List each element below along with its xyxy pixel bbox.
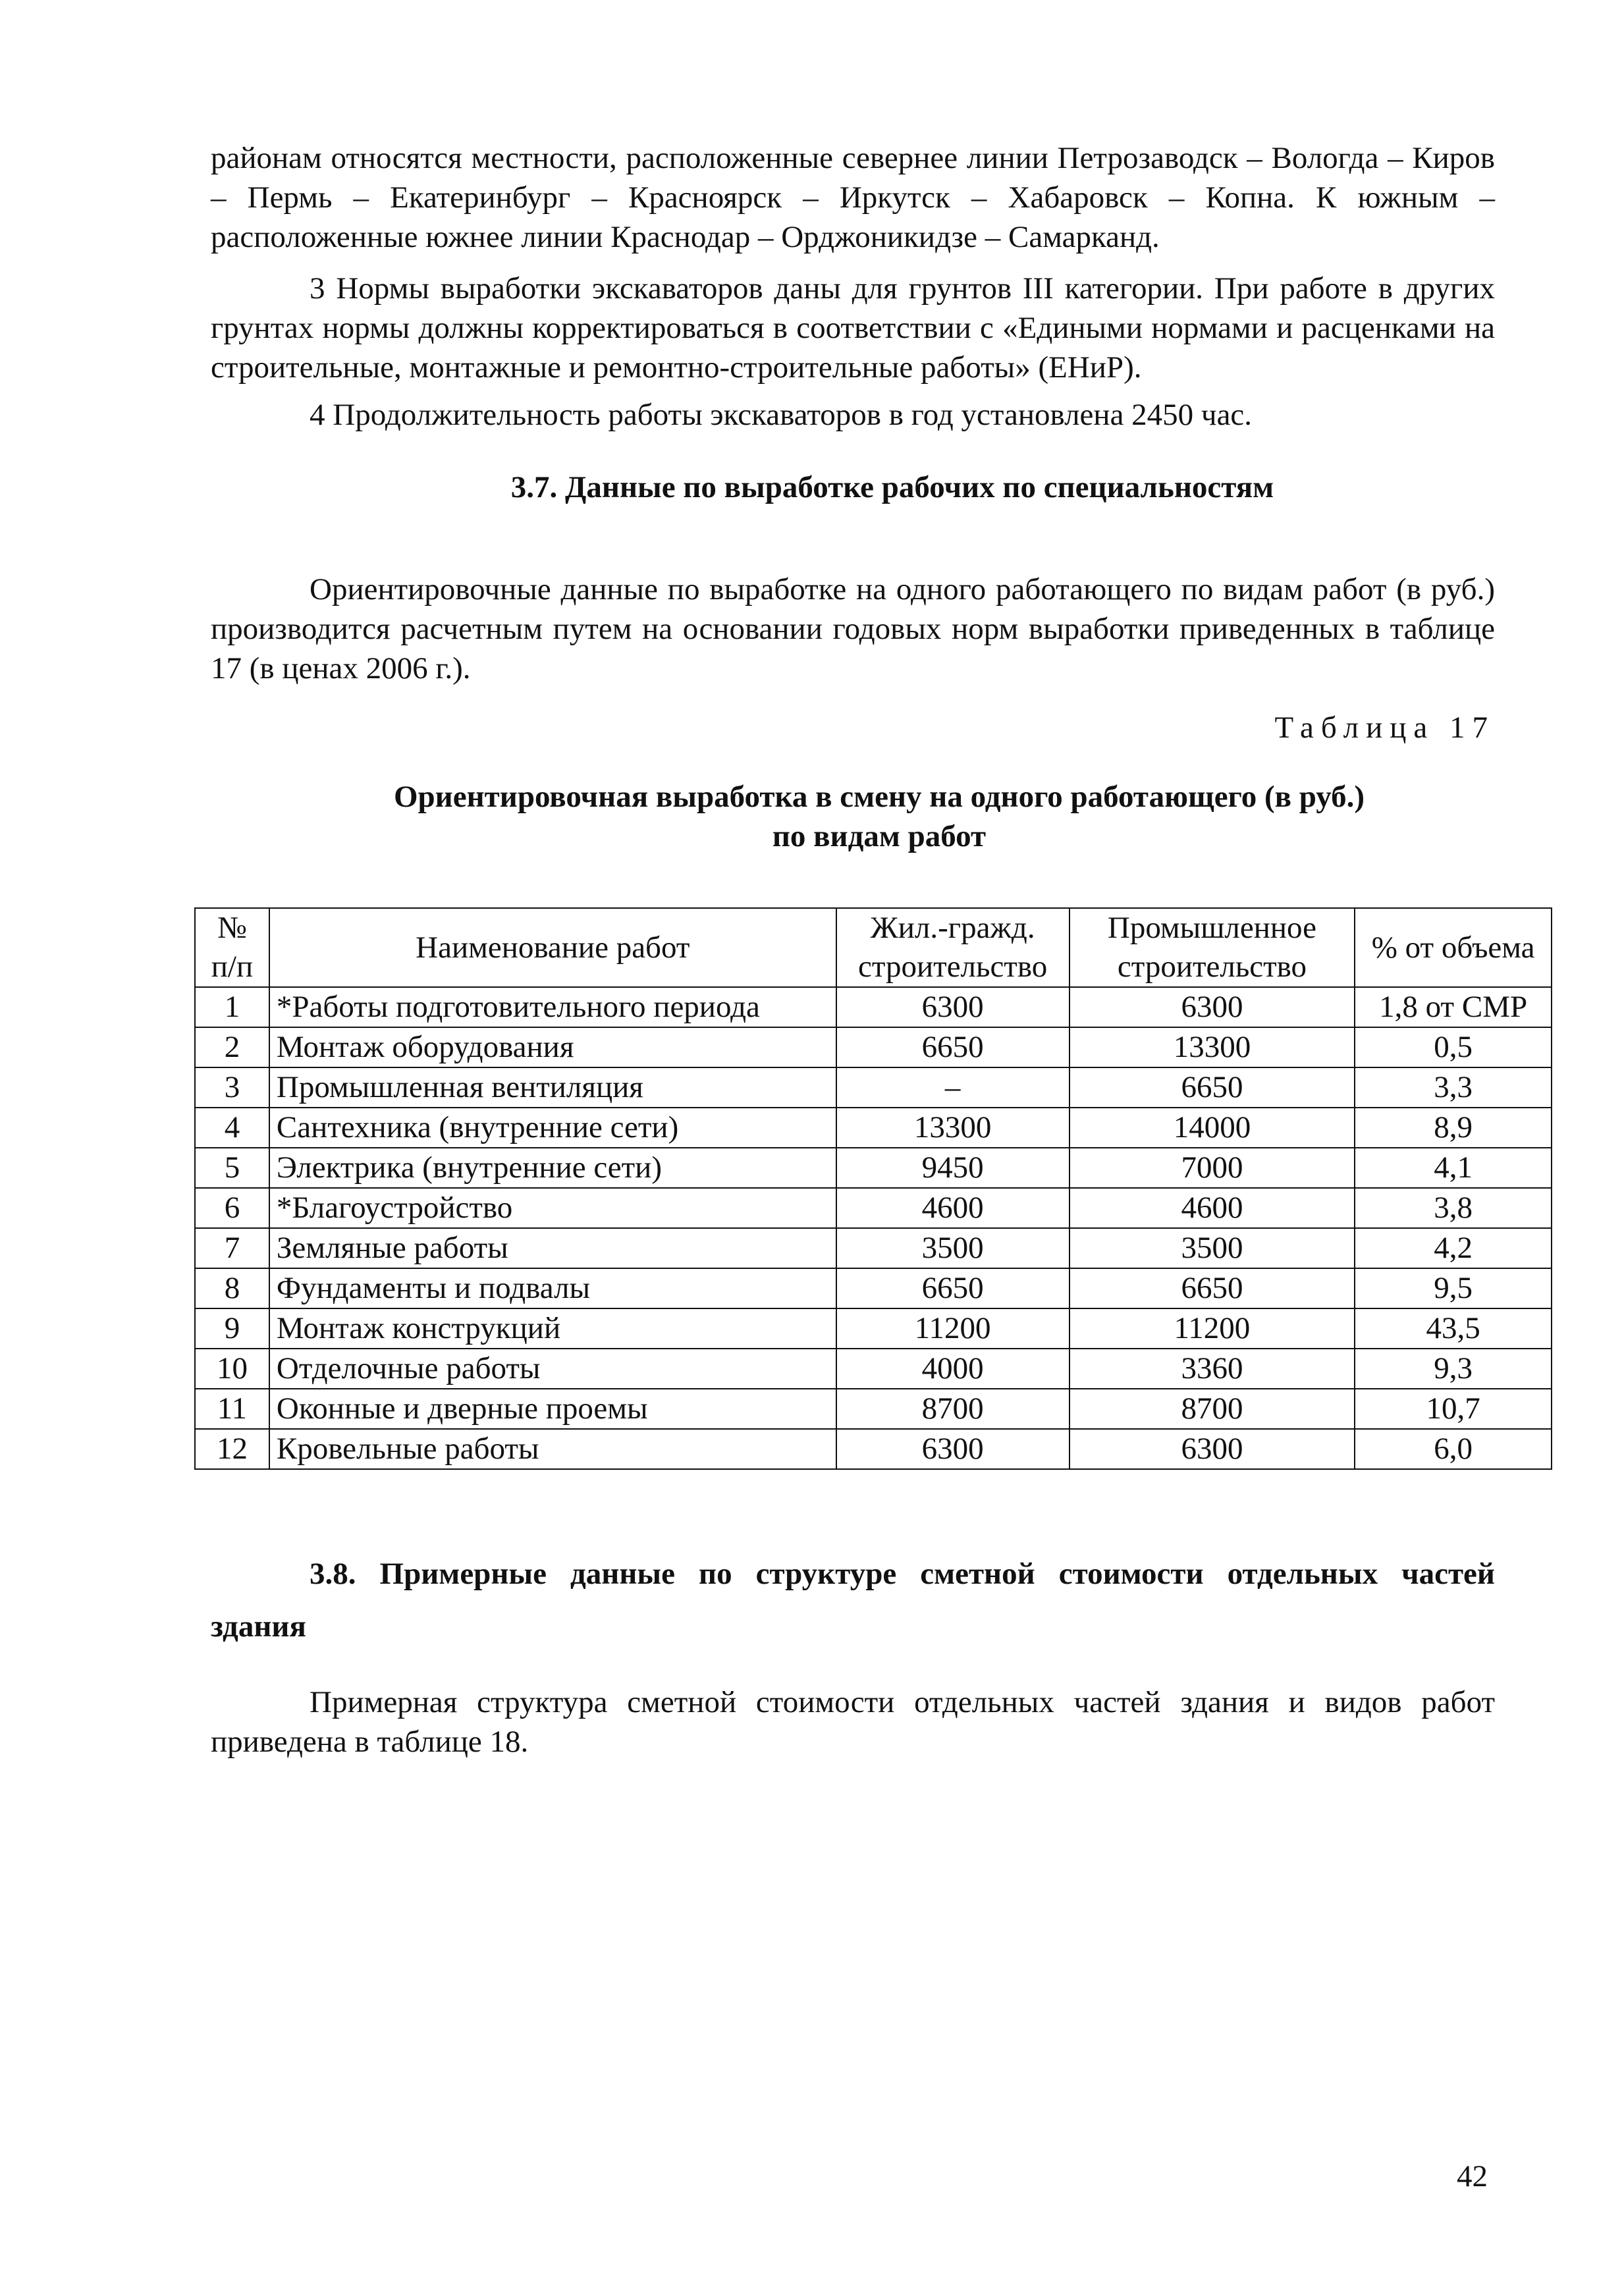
section-3-8-heading-line1: 3.8. Примерные данные по структуре сметной стоимости отдельных частей [310, 1557, 1495, 1591]
row-percent: 0,5 [1355, 1027, 1552, 1067]
row-name: Монтаж конструкций [269, 1308, 836, 1349]
row-name: *Работы подготовительного периода [269, 987, 836, 1027]
row-name: Промышленная вентиляция [269, 1067, 836, 1108]
row-num: 5 [195, 1148, 269, 1188]
row-percent: 9,5 [1355, 1268, 1552, 1308]
row-industrial: 11200 [1069, 1308, 1355, 1349]
page-number: 42 [1457, 2159, 1488, 2193]
row-industrial: 4600 [1069, 1188, 1355, 1228]
row-name: Фундаменты и подвалы [269, 1268, 836, 1308]
row-industrial: 6650 [1069, 1067, 1355, 1108]
table-caption-line1: Ориентировочная выработка в смену на одного работающего (в руб.) [393, 780, 1365, 814]
row-industrial: 14000 [1069, 1108, 1355, 1148]
row-industrial: 8700 [1069, 1389, 1355, 1429]
table-row [195, 1389, 1552, 1429]
row-num: 3 [195, 1067, 269, 1108]
section-3-8-heading [211, 1554, 1495, 1646]
row-residential: 9450 [836, 1148, 1069, 1188]
row-num: 8 [195, 1268, 269, 1308]
table-row [195, 987, 1552, 1027]
row-percent: 3,8 [1355, 1188, 1552, 1228]
row-num: 6 [195, 1188, 269, 1228]
section-3-7-heading: 3.7. Данные по выработке рабочих по специальностям [510, 470, 1274, 504]
row-name: Электрика (внутренние сети) [269, 1148, 836, 1188]
row-residential: 6300 [836, 987, 1069, 1027]
row-percent: 4,2 [1355, 1228, 1552, 1268]
row-percent: 9,3 [1355, 1349, 1552, 1389]
row-num: 12 [195, 1429, 269, 1469]
table-row [195, 1108, 1552, 1148]
header-name: Наименование работ [269, 908, 836, 987]
table-row [195, 1429, 1552, 1469]
row-num: 10 [195, 1349, 269, 1389]
row-industrial: 3360 [1069, 1349, 1355, 1389]
row-residential: 13300 [836, 1108, 1069, 1148]
row-name: Кровельные работы [269, 1429, 836, 1469]
header-num: № п/п [195, 908, 269, 987]
row-name: Отделочные работы [269, 1349, 836, 1389]
table-row [195, 1349, 1552, 1389]
row-residential: 6650 [836, 1027, 1069, 1067]
row-percent: 8,9 [1355, 1108, 1552, 1148]
row-residential: 4600 [836, 1188, 1069, 1228]
row-residential: 3500 [836, 1228, 1069, 1268]
row-residential: 8700 [836, 1389, 1069, 1429]
section-3-8-paragraph: Примерная структура сметной стоимости отдельных частей здания и видов работ приведена в таблице 18. [211, 1685, 1495, 1759]
row-residential: 6300 [836, 1429, 1069, 1469]
row-industrial: 3500 [1069, 1228, 1355, 1268]
header-residential: Жил.-гражд. строительство [836, 908, 1069, 987]
table-row [195, 1148, 1552, 1188]
row-percent: 3,3 [1355, 1067, 1552, 1108]
table-row [195, 1228, 1552, 1268]
row-percent: 4,1 [1355, 1148, 1552, 1188]
intro-continuation-paragraph: районам относятся местности, расположенные севернее линии Петрозаводск – Вологда – Киров – Пермь – Екатеринбург – Красноярск – Иркутск – Хабаровск – Копна. К южным – расположенные южнее линии Краснодар – Орджоникидзе – Самарканд. [211, 141, 1495, 254]
table-row [195, 1067, 1552, 1108]
row-industrial: 13300 [1069, 1027, 1355, 1067]
row-industrial: 6300 [1069, 987, 1355, 1027]
section-3-8-heading-line2: здания [211, 1609, 306, 1644]
row-num: 4 [195, 1108, 269, 1148]
row-industrial: 7000 [1069, 1148, 1355, 1188]
table-number-label: Таблица 17 [1274, 711, 1495, 745]
row-num: 1 [195, 987, 269, 1027]
row-industrial: 6300 [1069, 1429, 1355, 1469]
table-caption-line2: по видам работ [772, 819, 987, 853]
row-num: 7 [195, 1228, 269, 1268]
row-percent: 1,8 от СМР [1355, 987, 1552, 1027]
row-residential: 11200 [836, 1308, 1069, 1349]
row-name: Оконные и дверные проемы [269, 1389, 836, 1429]
row-num: 2 [195, 1027, 269, 1067]
header-industrial: Промышленное строительство [1069, 908, 1355, 987]
table-row [195, 1268, 1552, 1308]
row-percent: 10,7 [1355, 1389, 1552, 1429]
table-header-row [195, 908, 1552, 987]
row-name: Монтаж оборудования [269, 1027, 836, 1067]
table-row [195, 1188, 1552, 1228]
table-row [195, 1027, 1552, 1067]
row-industrial: 6650 [1069, 1268, 1355, 1308]
section-3-7-paragraph: Ориентировочные данные по выработке на одного работающего по видам работ (в руб.) производится расчетным путем на основании годовых норм выработки приведенных в таблице 17 (в ценах 2006 г.). [211, 572, 1495, 686]
document-body [211, 138, 1495, 856]
row-num: 11 [195, 1389, 269, 1429]
row-num: 9 [195, 1308, 269, 1349]
row-residential: 4000 [836, 1349, 1069, 1389]
row-residential: – [836, 1067, 1069, 1108]
row-percent: 6,0 [1355, 1429, 1552, 1469]
note-4-paragraph: 4 Продолжительность работы экскаваторов в год установлена 2450 час. [310, 398, 1253, 432]
output-table [194, 907, 1552, 1470]
header-percent: % от объема [1355, 908, 1552, 987]
note-3-paragraph: 3 Нормы выработки экскаваторов даны для грунтов III категории. При работе в других грунтах нормы должны корректироваться в соответствии с «Едиными нормами и расценками на строительные, монтажные и ремонтно-строительные работы» (ЕНиР). [211, 271, 1495, 385]
row-name: *Благоустройство [269, 1188, 836, 1228]
row-name: Сантехника (внутренние сети) [269, 1108, 836, 1148]
row-percent: 43,5 [1355, 1308, 1552, 1349]
row-residential: 6650 [836, 1268, 1069, 1308]
row-name: Земляные работы [269, 1228, 836, 1268]
table-row [195, 1308, 1552, 1349]
